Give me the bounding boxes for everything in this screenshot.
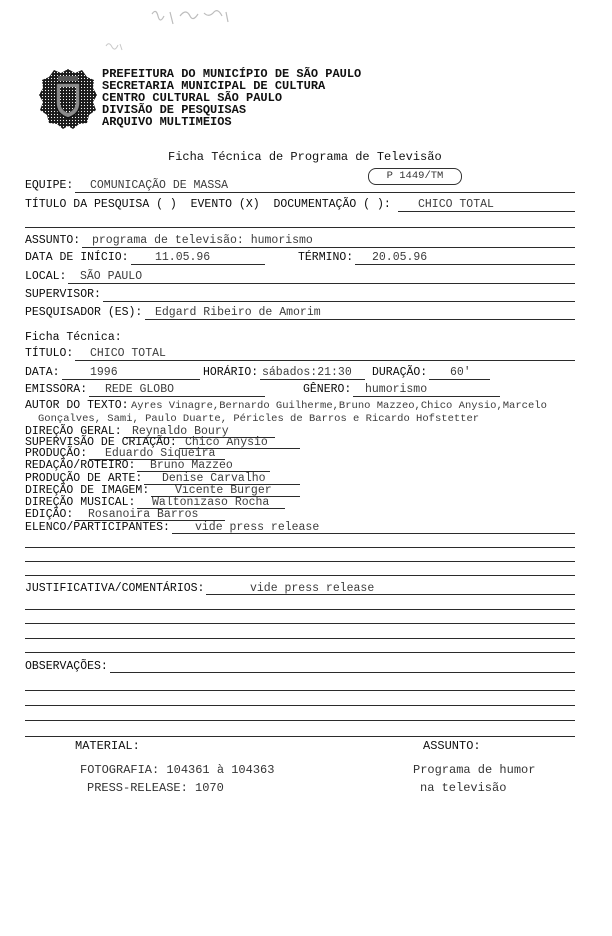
blank-line bbox=[25, 575, 575, 576]
duracao-value: 60' bbox=[450, 366, 471, 379]
emissora-value: REDE GLOBO bbox=[105, 383, 175, 396]
pesquisador-line bbox=[145, 319, 575, 320]
duracao-line bbox=[429, 379, 490, 380]
direcao-geral-value: Reynaldo Boury bbox=[132, 425, 229, 438]
assunto-label: ASSUNTO: bbox=[25, 234, 81, 247]
edicao-value: Rosanoira Barros bbox=[88, 508, 199, 521]
header-line-divisao: DIVISÃO DE PESQUISAS bbox=[102, 103, 247, 117]
assunto-line bbox=[82, 247, 575, 248]
blank-line bbox=[25, 720, 575, 721]
direcao-geral-label: DIREÇÃO GERAL: bbox=[25, 425, 122, 438]
blank-line bbox=[25, 652, 575, 653]
titulo-pesquisa-line bbox=[398, 211, 575, 212]
blank-line bbox=[25, 561, 575, 562]
assunto-value: programa de televisão: humorismo bbox=[92, 234, 313, 247]
redacao-roteiro-label: REDAÇÃO/ROTEIRO: bbox=[25, 459, 136, 472]
ficha-tecnica-heading: Ficha Técnica: bbox=[25, 331, 122, 344]
direcao-imagem-value: Vicente Burger bbox=[175, 484, 272, 497]
titulo-pesquisa-label: TÍTULO DA PESQUISA ( ) EVENTO (X) DOCUMENTAÇÃO ( ): bbox=[25, 198, 391, 211]
emissora-line bbox=[89, 396, 265, 397]
duracao-label: DURAÇÃO: bbox=[372, 366, 428, 379]
blank-line bbox=[25, 623, 575, 624]
press-release-reference: PRESS-RELEASE: 1070 bbox=[87, 781, 224, 795]
supervisao-criacao-label: SUPERVISÃO DE CRIAÇÃO: bbox=[25, 436, 177, 449]
autor-label: AUTOR DO TEXTO: bbox=[25, 399, 129, 412]
autor-value-line1: Ayres Vinagre,Bernardo Guilherme,Bruno Mazzeo,Chico Anysio,Marcelo bbox=[131, 400, 547, 412]
producao-value: Eduardo Siqueira bbox=[105, 447, 216, 460]
data-value: 1996 bbox=[90, 366, 118, 379]
equipe-label: EQUIPE: bbox=[25, 179, 74, 192]
genero-label: GÊNERO: bbox=[303, 383, 352, 396]
local-label: LOCAL: bbox=[25, 270, 67, 283]
observacoes-line bbox=[110, 672, 575, 673]
titulo-line bbox=[75, 360, 575, 361]
material-label: MATERIAL: bbox=[75, 739, 140, 753]
producao-arte-label: PRODUÇÃO DE ARTE: bbox=[25, 472, 143, 485]
supervisor-line bbox=[103, 301, 575, 302]
titulo-label: TÍTULO: bbox=[25, 347, 74, 360]
data-inicio-label: DATA DE INÍCIO: bbox=[25, 251, 129, 264]
blank-line bbox=[25, 705, 575, 706]
data-inicio-value: 11.05.96 bbox=[155, 251, 211, 264]
data-label: DATA: bbox=[25, 366, 60, 379]
header-line-secretaria: SECRETARIA MUNICIPAL DE CULTURA bbox=[102, 79, 326, 93]
titulo-value: CHICO TOTAL bbox=[90, 347, 166, 360]
blank-line bbox=[25, 227, 575, 228]
equipe-value: COMUNICAÇÃO DE MASSA bbox=[90, 179, 229, 192]
edicao-label: EDIÇÃO: bbox=[25, 508, 74, 521]
municipal-seal-icon bbox=[38, 68, 98, 130]
producao-arte-value: Denise Carvalho bbox=[162, 472, 266, 485]
titulo-pesquisa-value: CHICO TOTAL bbox=[418, 198, 494, 211]
direcao-musical-label: DIREÇÃO MUSICAL: bbox=[25, 496, 136, 509]
termino-label: TÉRMINO: bbox=[298, 251, 354, 264]
genero-line bbox=[353, 396, 500, 397]
supervisor-label: SUPERVISOR: bbox=[25, 288, 101, 301]
data-line bbox=[62, 379, 200, 380]
blank-line bbox=[25, 690, 575, 691]
archive-stamp: P 1449/TM bbox=[368, 168, 462, 185]
blank-line bbox=[25, 638, 575, 639]
pesquisador-label: PESQUISADOR (ES): bbox=[25, 306, 143, 319]
horario-value: sábados:21:30 bbox=[262, 366, 352, 379]
header-line-prefeitura: PREFEITURA DO MUNICÍPIO DE SÃO PAULO bbox=[102, 67, 362, 81]
blank-line bbox=[25, 736, 575, 737]
autor-value-line2: Gonçalves, Sami, Paulo Duarte, Péricles de Barros e Ricardo Hofstetter bbox=[38, 413, 480, 425]
institution-header bbox=[102, 68, 361, 128]
observacoes-label: OBSERVAÇÕES: bbox=[25, 660, 108, 673]
emissora-label: EMISSORA: bbox=[25, 383, 88, 396]
data-inicio-line bbox=[131, 264, 265, 265]
producao-label: PRODUÇÃO: bbox=[25, 447, 88, 460]
termino-line bbox=[355, 264, 575, 265]
footer-assunto-line1: Programa de humor bbox=[413, 763, 536, 777]
termino-value: 20.05.96 bbox=[372, 251, 428, 264]
supervisao-criacao-value: Chico Anysio bbox=[185, 436, 268, 449]
footer-assunto-label: ASSUNTO: bbox=[423, 739, 481, 753]
fotografia-reference: FOTOGRAFIA: 104361 à 104363 bbox=[80, 763, 275, 777]
blank-line bbox=[25, 547, 575, 548]
header-line-centro-cultural: CENTRO CULTURAL SÃO PAULO bbox=[102, 91, 283, 105]
local-line bbox=[68, 283, 575, 284]
horario-label: HORÁRIO: bbox=[203, 366, 259, 379]
horario-line bbox=[260, 379, 365, 380]
handwritten-mark bbox=[100, 4, 250, 60]
genero-value: humorismo bbox=[365, 383, 428, 396]
footer-assunto-line2: na televisão bbox=[420, 781, 507, 795]
local-value: SÃO PAULO bbox=[80, 270, 143, 283]
redacao-roteiro-value: Bruno Mazzeo bbox=[150, 459, 233, 472]
pesquisador-value: Edgard Ribeiro de Amorim bbox=[155, 306, 321, 319]
elenco-value: vide press release bbox=[195, 521, 320, 534]
blank-line bbox=[25, 609, 575, 610]
justificativa-value: vide press release bbox=[250, 582, 375, 595]
equipe-line bbox=[75, 192, 575, 193]
direcao-musical-value: Waltonizaso Rocha bbox=[152, 496, 270, 509]
document-title: Ficha Técnica de Programa de Televisão bbox=[168, 150, 442, 164]
justificativa-label: JUSTIFICATIVA/COMENTÁRIOS: bbox=[25, 582, 205, 595]
direcao-imagem-label: DIREÇÃO DE IMAGEM: bbox=[25, 484, 150, 497]
header-line-arquivo: ARQUIVO MULTIMEIOS bbox=[102, 115, 232, 129]
elenco-label: ELENCO/PARTICIPANTES: bbox=[25, 521, 170, 534]
